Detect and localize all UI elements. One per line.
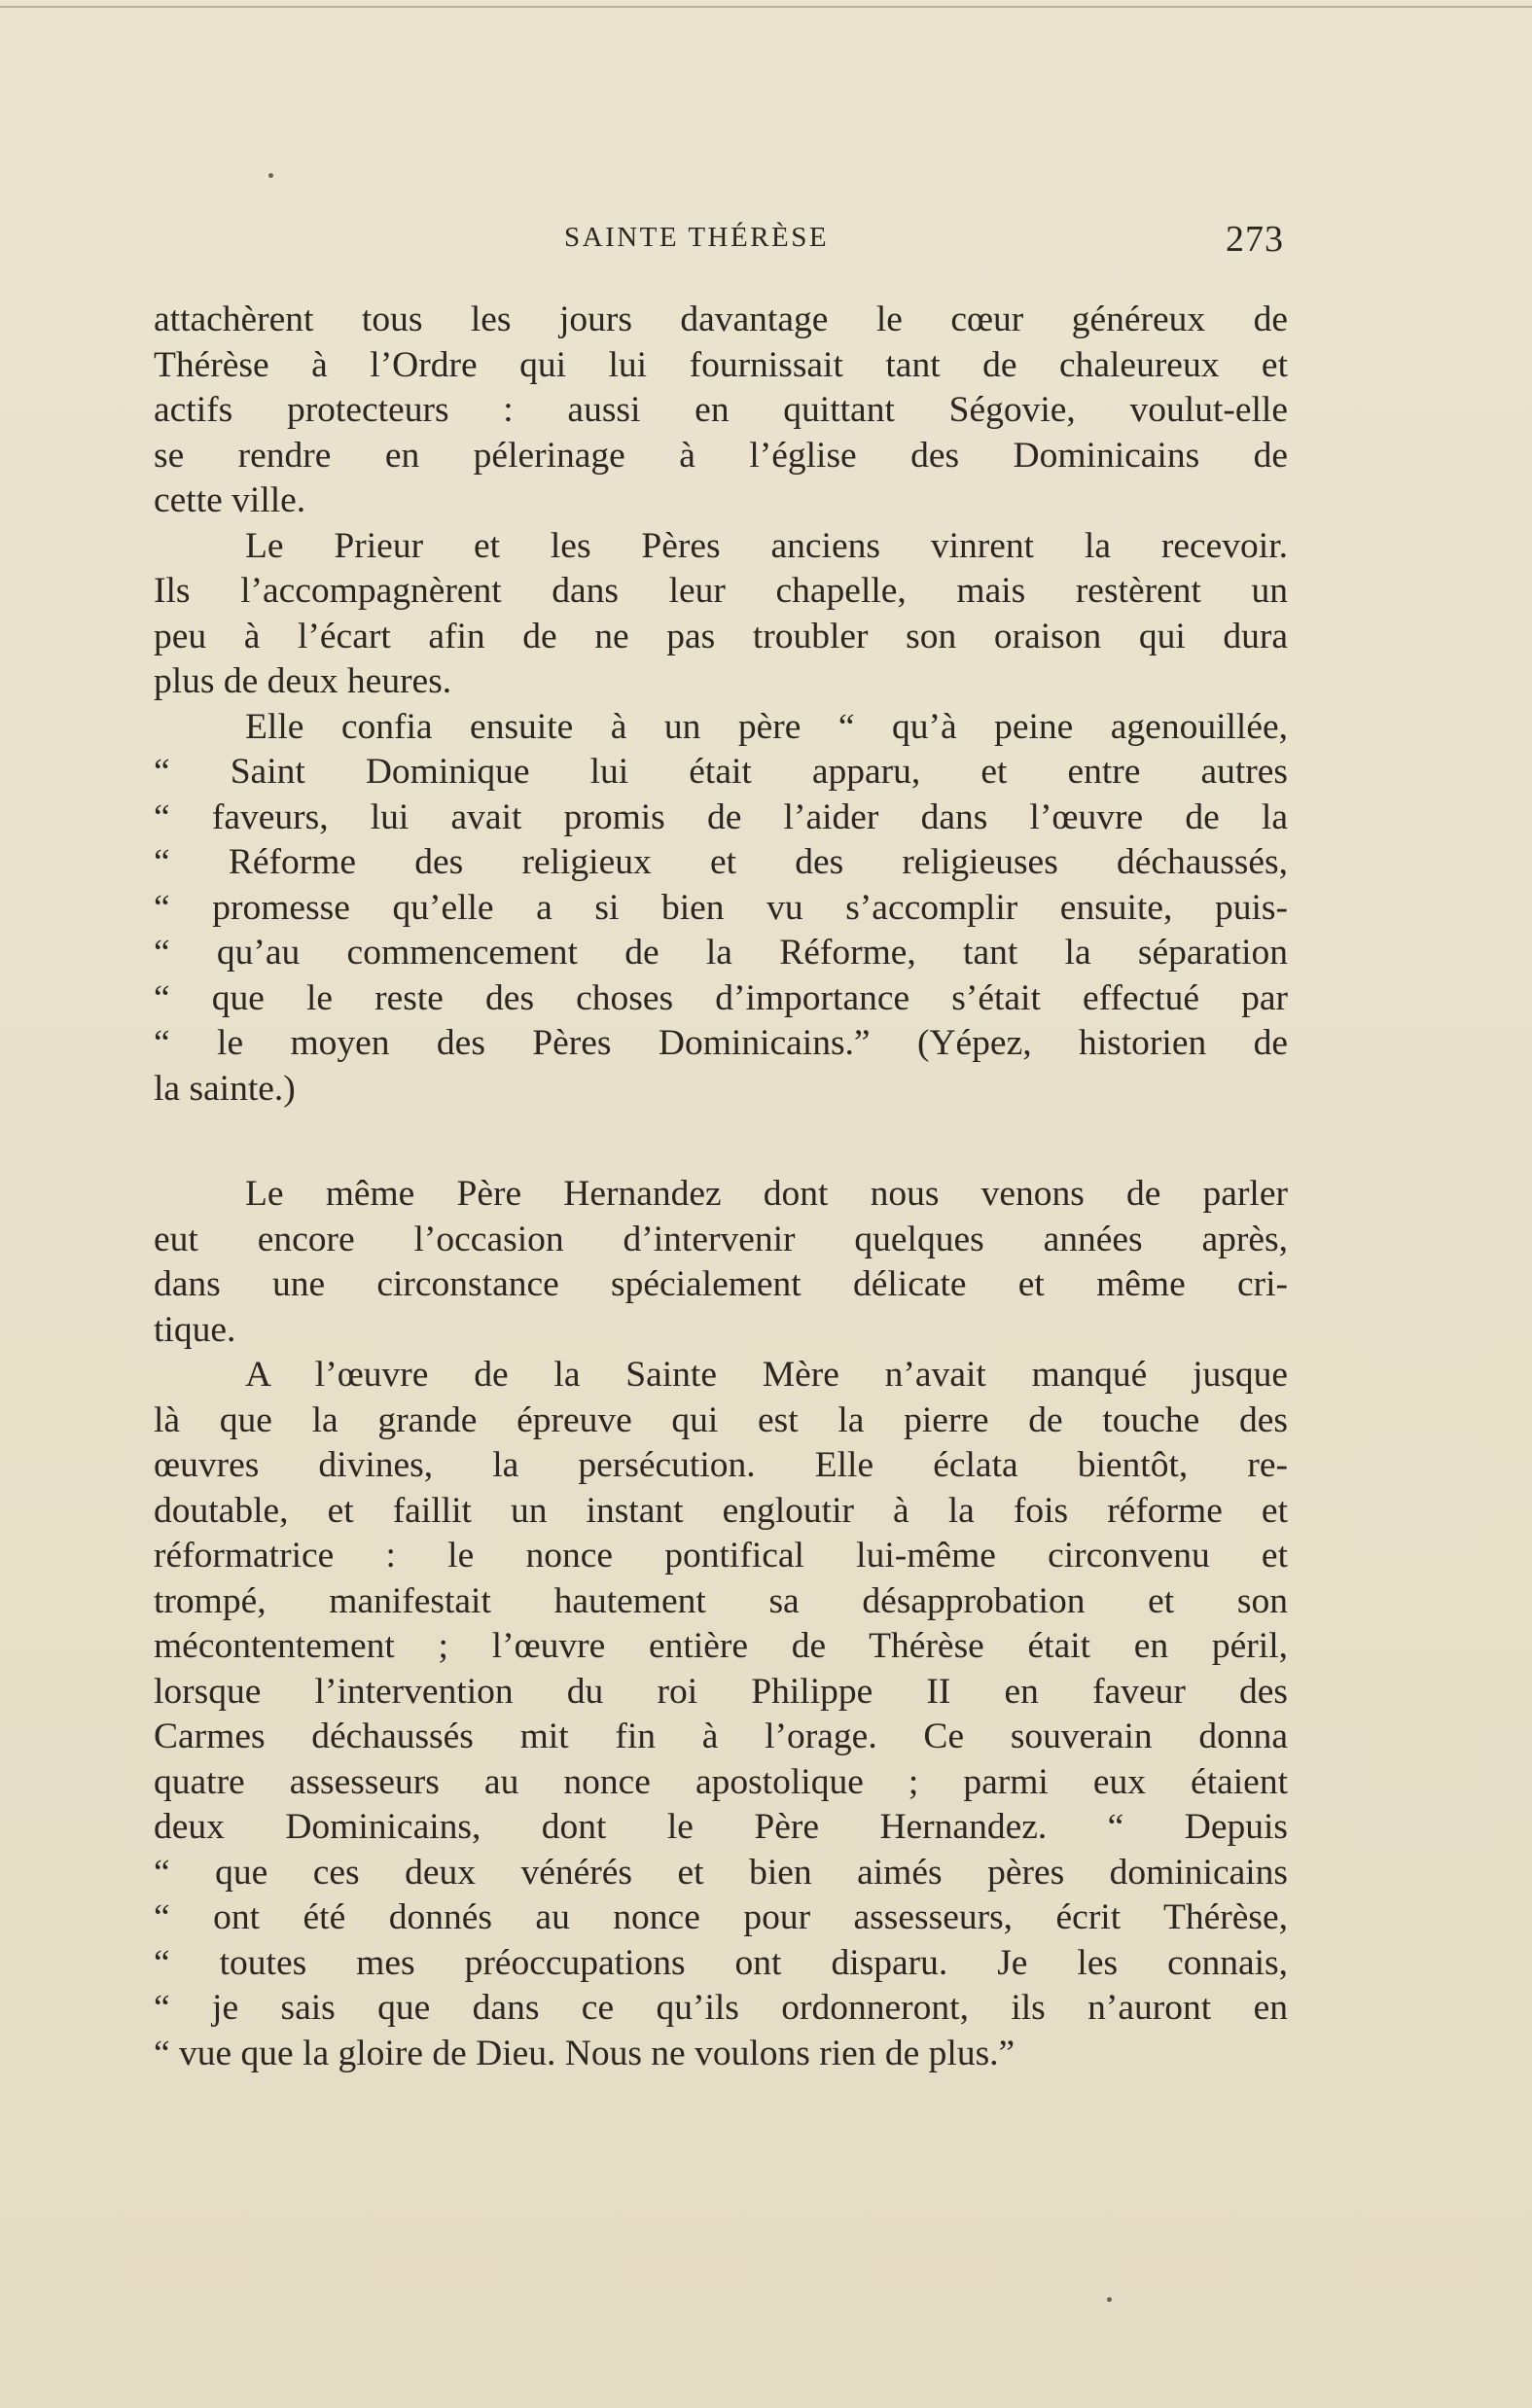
text-line: se rendre en pélerinage à l’église des Dominicains de xyxy=(154,435,1288,476)
page-header xyxy=(156,219,1284,270)
text-line: œuvres divines, la persécution. Elle éclata bientôt, re- xyxy=(154,1445,1288,1485)
text-line: “ le moyen des Pères Dominicains.” (Yépez, historien de xyxy=(154,1023,1288,1063)
text-line: la sainte.) xyxy=(154,1068,296,1109)
text-line: eut encore l’occasion d’intervenir quelques années après, xyxy=(154,1219,1288,1259)
text-line: tique. xyxy=(154,1309,236,1350)
paragraph xyxy=(154,298,1288,524)
text-line: A l’œuvre de la Sainte Mère n’avait manqué jusque xyxy=(245,1355,1288,1395)
text-line: “ qu’au commencement de la Réforme, tant la séparation xyxy=(154,933,1288,973)
text-line: peu à l’écart afin de ne pas troubler son oraison qui dura xyxy=(154,616,1288,656)
text-line: “ je sais que dans ce qu’ils ordonneront, ils n’auront en xyxy=(154,1988,1288,2028)
text-line: quatre assesseurs au nonce apostolique ; parmi eux étaient xyxy=(154,1761,1288,1802)
text-line: “ que ces deux vénérés et bien aimés pères dominicains xyxy=(154,1852,1288,1893)
text-line: trompé, manifestait hautement sa désapprobation et son xyxy=(154,1580,1288,1621)
text-line: réformatrice : le nonce pontifical lui-même circonvenu et xyxy=(154,1536,1288,1576)
text-line: “ promesse qu’elle a si bien vu s’accomplir ensuite, puis- xyxy=(154,887,1288,928)
text-line: “ ont été donnés au nonce pour assesseurs, écrit Thérèse, xyxy=(154,1897,1288,1937)
text-line: mécontentement ; l’œuvre entière de Thérèse était en péril, xyxy=(154,1626,1288,1666)
paragraph xyxy=(154,524,1288,705)
text-line: “ faveurs, lui avait promis de l’aider dans l’œuvre de la xyxy=(154,797,1288,837)
page-number: 273 xyxy=(1226,219,1284,260)
text-line: Carmes déchaussés mit fin à l’orage. Ce souverain donna xyxy=(154,1717,1288,1756)
paragraph xyxy=(154,1172,1288,1353)
text-line: Le Prieur et les Pères anciens vinrent la recevoir. xyxy=(245,525,1288,566)
text-line: “ Réforme des religieux et des religieuses déchaussés, xyxy=(154,842,1288,882)
text-line: là que la grande épreuve qui est la pierre de touche des xyxy=(154,1399,1288,1440)
text-line: Elle confia ensuite à un père “ qu’à peine agenouillée, xyxy=(245,706,1288,747)
speck-mark xyxy=(1107,2297,1112,2302)
text-line: lorsque l’intervention du roi Philippe II en faveur des xyxy=(154,1671,1288,1712)
text-line: “ que le reste des choses d’importance s’était effectué par xyxy=(154,977,1288,1018)
text-line: “ Saint Dominique lui était apparu, et entre autres xyxy=(154,752,1288,792)
text-line: attachèrent tous les jours davantage le cœur généreux de xyxy=(154,300,1288,339)
text-line: dans une circonstance spécialement délicate et même cri- xyxy=(154,1264,1288,1304)
body-text xyxy=(154,298,1288,2076)
text-line: actifs protecteurs : aussi en quittant Ségovie, voulut-elle xyxy=(154,390,1288,430)
section-gap xyxy=(154,1112,1288,1172)
text-line: plus de deux heures. xyxy=(154,661,452,701)
text-line: “ vue que la gloire de Dieu. Nous ne voulons rien de plus.” xyxy=(154,2033,1015,2073)
speck-mark xyxy=(268,173,273,178)
text-line: doutable, et faillit un instant engloutir à la fois réforme et xyxy=(154,1490,1288,1531)
page-edge-line xyxy=(0,6,1532,8)
text-line: “ toutes mes préoccupations ont disparu. Je les connais, xyxy=(154,1942,1288,1983)
paragraph xyxy=(154,705,1288,1113)
text-line: cette ville. xyxy=(154,480,306,520)
text-line: Le même Père Hernandez dont nous venons de parler xyxy=(245,1174,1288,1214)
text-line: Thérèse à l’Ordre qui lui fournissait tant de chaleureux et xyxy=(154,344,1288,385)
paragraph xyxy=(154,1353,1288,2076)
text-line: deux Dominicains, dont le Père Hernandez. “ Depuis xyxy=(154,1807,1288,1847)
text-line: Ils l’accompagnèrent dans leur chapelle, mais restèrent un xyxy=(154,571,1288,611)
running-title: SAINTE THÉRÈSE xyxy=(564,222,830,253)
